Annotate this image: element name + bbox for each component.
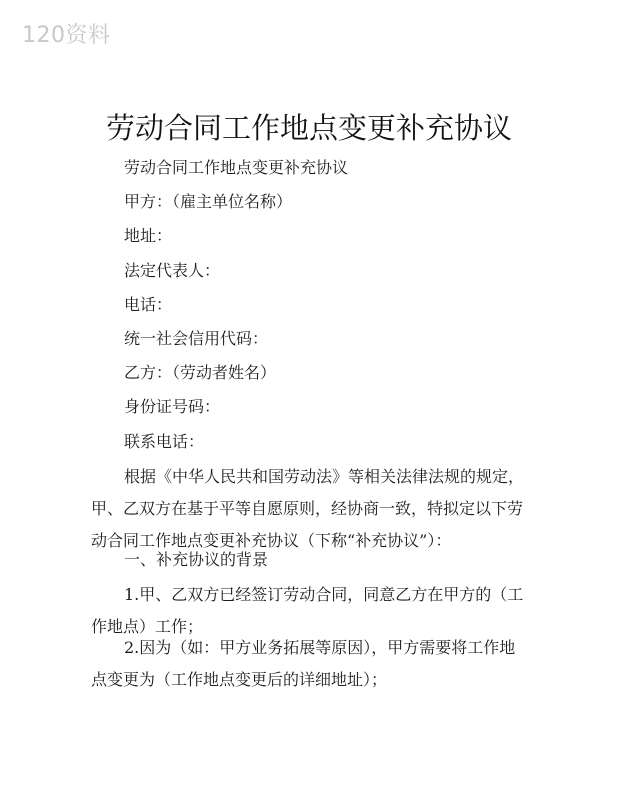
intro-paragraph (91, 461, 531, 557)
watermark: 120资料 (22, 23, 111, 48)
subtitle-line: 劳动合同工作地点变更补充协议 (124, 158, 349, 177)
contact-phone-line: 联系电话： (124, 432, 205, 451)
address-line: 地址： (124, 226, 173, 245)
item-1-first-line: 1.甲、乙双方已经签订劳动合同，同意乙方在甲方的（工 (124, 585, 524, 604)
item-1-continuation: 作地点）工作； (91, 617, 204, 636)
id-number-line: 身份证号码： (124, 397, 221, 416)
party-a-line: 甲方：（雇主单位名称） (124, 192, 293, 211)
phone-line: 电话： (124, 295, 173, 314)
intro-continuation: 甲、乙双方在基于平等自愿原则，经协商一致，特拟定以下劳动合同工作地点变更补充协议（下称“补充协议”）： (91, 499, 524, 550)
item-2-paragraph (91, 632, 531, 696)
item-2-continuation: 点变更为（工作地点变更后的详细地址）； (91, 670, 388, 689)
party-b-line: 乙方：（劳动者姓名） (124, 363, 277, 382)
document-title: 劳动合同工作地点变更补充协议 (105, 111, 512, 145)
section-heading: 一、补充协议的背景 (124, 550, 269, 569)
credit-code-line: 统一社会信用代码： (124, 329, 269, 348)
legal-rep-line: 法定代表人： (124, 261, 221, 280)
intro-first-line: 根据《中华人民共和国劳动法》等相关法律法规的规定， (124, 467, 525, 486)
item-2-first-line: 2.因为（如：甲方业务拓展等原因），甲方需要将工作地 (124, 638, 516, 657)
